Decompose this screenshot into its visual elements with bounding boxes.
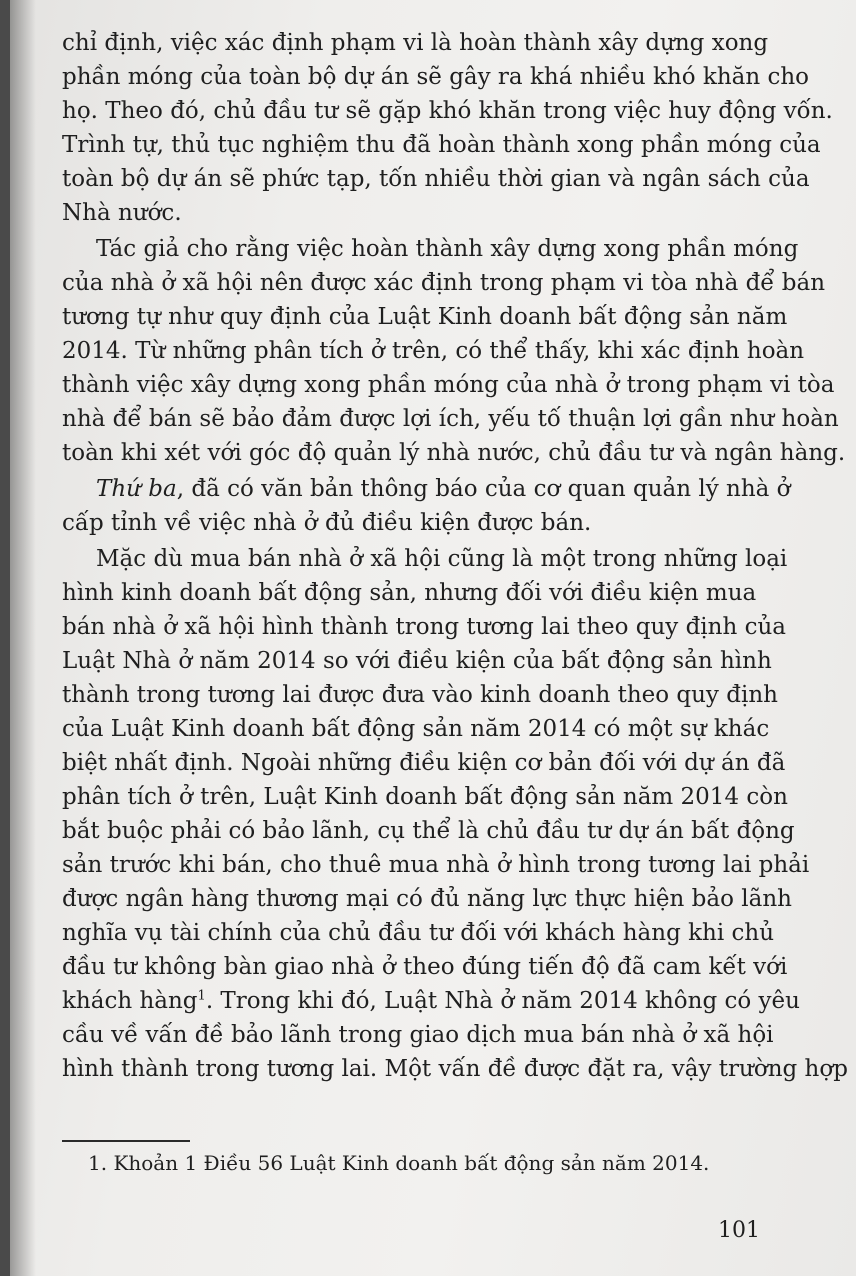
text-line: họ. Theo đó, chủ đầu tư sẽ gặp khó khăn trong việc huy động vốn. bbox=[62, 98, 833, 124]
text-line: toàn bộ dự án sẽ phức tạp, tốn nhiều thời gian và ngân sách của bbox=[62, 166, 810, 192]
text-line: cầu về vấn đề bảo lãnh trong giao dịch mua bán nhà ở xã hội bbox=[62, 1022, 774, 1048]
text-line bbox=[62, 472, 791, 506]
text-line: biệt nhất định. Ngoài những điều kiện cơ bản đối với dự án đã bbox=[62, 750, 786, 776]
book-page bbox=[10, 0, 856, 1276]
text-line: hình kinh doanh bất động sản, nhưng đối với điều kiện mua bbox=[62, 580, 757, 606]
text-line: bắt buộc phải có bảo lãnh, cụ thể là chủ đầu tư dự án bất động bbox=[62, 818, 795, 844]
text-line: của Luật Kinh doanh bất động sản năm 2014 có một sự khác bbox=[62, 716, 770, 742]
text-line: toàn khi xét với góc độ quản lý nhà nước, chủ đầu tư và ngân hàng. bbox=[62, 440, 846, 466]
text-line: thành việc xây dựng xong phần móng của nhà ở trong phạm vi tòa bbox=[62, 372, 835, 398]
text-line bbox=[62, 984, 800, 1018]
text-line: chỉ định, việc xác định phạm vi là hoàn thành xây dựng xong bbox=[62, 30, 769, 56]
text-line: bán nhà ở xã hội hình thành trong tương lai theo quy định của bbox=[62, 614, 787, 640]
text-span: . Trong khi đó, Luật Nhà ở năm 2014 không có yêu bbox=[205, 988, 800, 1014]
text-line: tương tự như quy định của Luật Kinh doanh bất động sản năm bbox=[62, 304, 788, 330]
spine-shadow bbox=[10, 0, 36, 1276]
text-line: thành trong tương lai được đưa vào kinh doanh theo quy định bbox=[62, 682, 778, 708]
text-line: Mặc dù mua bán nhà ở xã hội cũng là một trong những loại bbox=[96, 546, 788, 572]
text-line: sản trước khi bán, cho thuê mua nhà ở hình trong tương lai phải bbox=[62, 852, 810, 878]
text-line: đầu tư không bàn giao nhà ở theo đúng tiến độ đã cam kết với bbox=[62, 954, 788, 980]
page-number: 101 bbox=[718, 1218, 760, 1243]
text-line: được ngân hàng thương mại có đủ năng lực thực hiện bảo lãnh bbox=[62, 886, 792, 912]
text-line: của nhà ở xã hội nên được xác định trong phạm vi tòa nhà để bán bbox=[62, 270, 826, 296]
text-line: nhà để bán sẽ bảo đảm được lợi ích, yếu tố thuận lợi gần như hoàn bbox=[62, 406, 839, 432]
text-line: Nhà nước. bbox=[62, 200, 182, 226]
text-span: khách hàng bbox=[62, 988, 198, 1014]
footnote: 1. Khoản 1 Điều 56 Luật Kinh doanh bất động sản năm 2014. bbox=[88, 1151, 710, 1175]
text-line: cấp tỉnh về việc nhà ở đủ điều kiện được bán. bbox=[62, 510, 592, 536]
text-line: Luật Nhà ở năm 2014 so với điều kiện của bất động sản hình bbox=[62, 648, 772, 674]
footnote-ref: 1 bbox=[197, 988, 206, 1004]
text-line: 2014. Từ những phân tích ở trên, có thể thấy, khi xác định hoàn bbox=[62, 338, 805, 364]
text-line: nghĩa vụ tài chính của chủ đầu tư đối với khách hàng khi chủ bbox=[62, 920, 775, 946]
text-line: Tác giả cho rằng việc hoàn thành xây dựng xong phần móng bbox=[96, 236, 799, 262]
text-line: hình thành trong tương lai. Một vấn đề được đặt ra, vậy trường hợp bbox=[62, 1056, 848, 1082]
text-span: , đã có văn bản thông báo của cơ quan quản lý nhà ở bbox=[176, 476, 791, 502]
text-line: Trình tự, thủ tục nghiệm thu đã hoàn thành xong phần móng của bbox=[62, 132, 821, 158]
footnote-rule bbox=[62, 1140, 190, 1142]
text-line: phân tích ở trên, Luật Kinh doanh bất động sản năm 2014 còn bbox=[62, 784, 788, 810]
text-line: phần móng của toàn bộ dự án sẽ gây ra khá nhiều khó khăn cho bbox=[62, 64, 810, 90]
italic-lead: Thứ ba bbox=[96, 476, 177, 502]
